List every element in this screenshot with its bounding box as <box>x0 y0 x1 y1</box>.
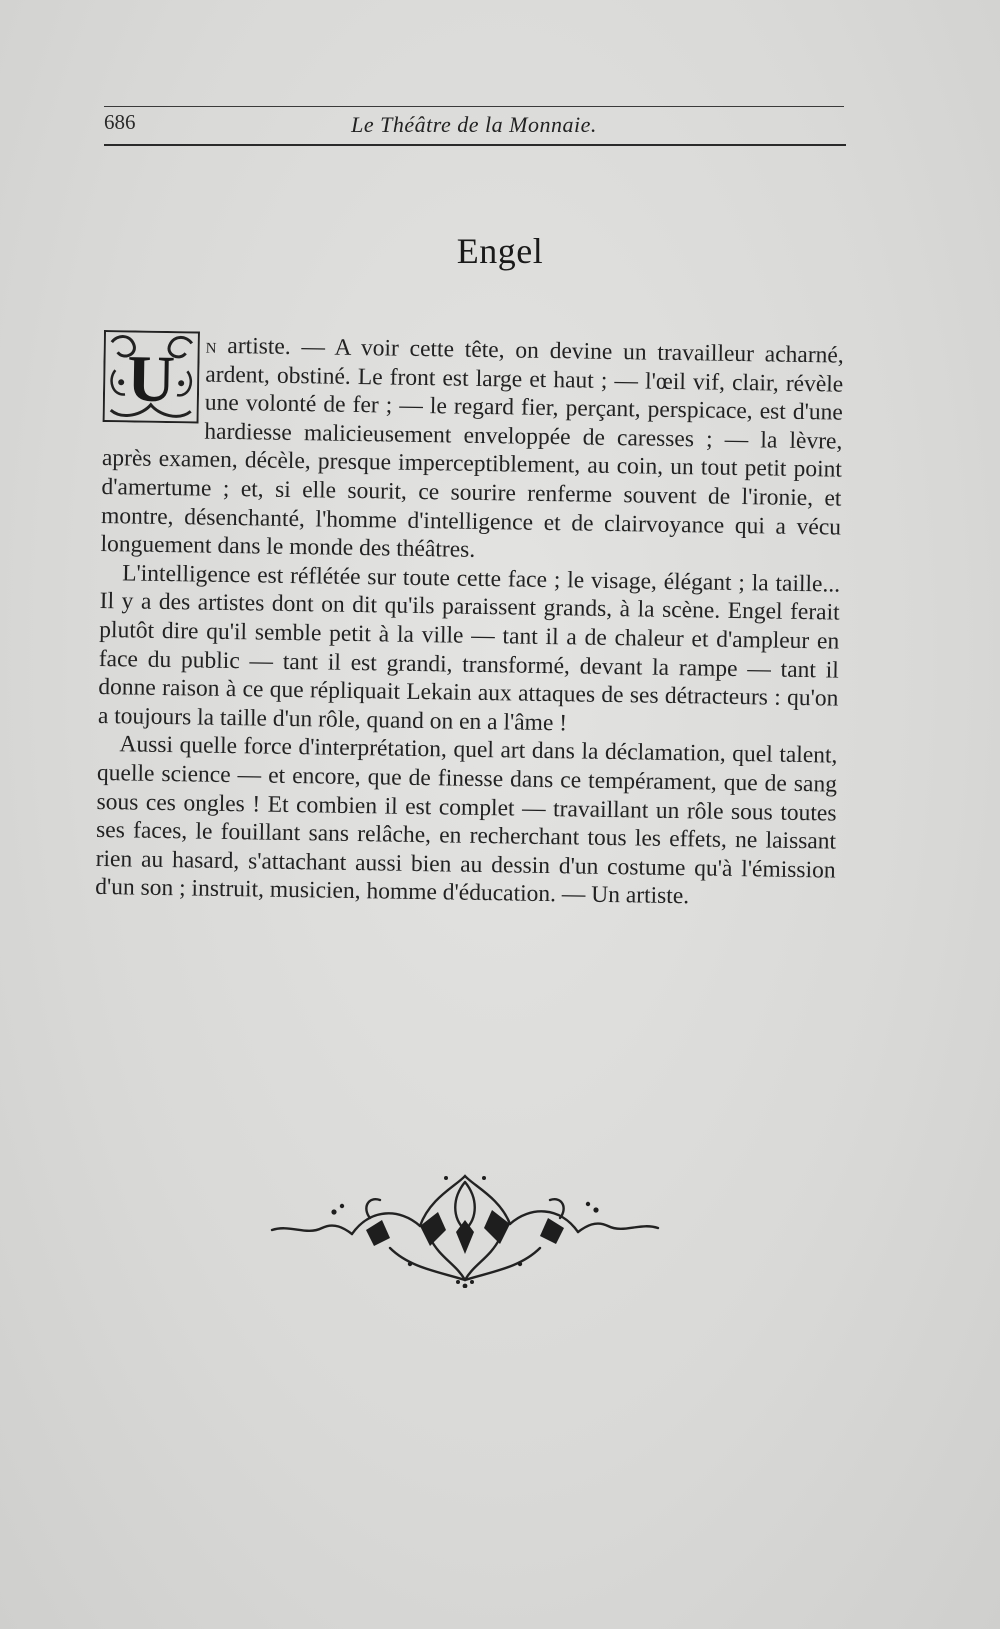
running-title: Le Théâtre de la Monnaie. <box>351 112 597 137</box>
paragraph-1-text: artiste. — A voir cette tête, on devine un travailleur acharné, ardent, obstiné. Le front est large et haut ; — l'œil vif, clair, révèle une volonté de fer ; — le regard fier, perçant, perspicace, est d'une hardiesse malicieusement enveloppée de caresses ; — la lèvre, après examen, décèle, presque imperceptiblement, au coin, un tout petit point d'amertume ; et, si elle sourit, ce sourire renferme souvent de l'ironie, et montre, désenchanté, l'homme d'intelligence et de clairvoyance qui a vécu longuement dans le monde des théâtres. <box>100 332 844 564</box>
article-title: Engel <box>456 231 544 271</box>
first-word-rest: n <box>205 332 217 358</box>
paragraph-1 <box>100 330 844 570</box>
header-rule-top <box>104 106 844 107</box>
running-header <box>104 110 844 140</box>
paragraph-2: L'intelligence est réflétée sur toute cette face ; le visage, élégant ; la taille... Il y a des artistes dont on dit qu'ils paraissent grands, à la scène. Engel ferait plutôt dire qu'il semble petit à la ville — tant il a de chaleur et d'ampleur en face du public — tant il est grandi, transformé, devant la rampe — tant il donne raison à ce que répliquait Lekain aux attaques de ses détracteurs : qu'on a toujours la taille d'un rôle, quand on en a l'âme ! <box>97 560 841 737</box>
article-body <box>95 330 844 913</box>
page-number: 686 <box>104 110 136 134</box>
ornamental-initial-u-icon <box>103 330 200 423</box>
paragraph-3: Aussi quelle force d'interprétation, quel art dans la déclamation, quel talent, quelle science — et encore, que de finesse dans ce tempérament, que de sang sous ces ongles ! Et combien il est complet — travaillant un rôle sous toutes ses faces, le fouillant sans relâche, en recherchant tous les effets, ne laissant rien au hasard, s'attachant aussi bien au dessin d'un costume qu'à l'émission d'un son ; instruit, musicien, homme d'éducation. — Un artiste. <box>95 731 838 910</box>
header-rule-bottom <box>104 144 846 146</box>
floral-tailpiece-ornament-icon <box>270 1168 660 1288</box>
dropcap-letter: U <box>126 342 176 417</box>
